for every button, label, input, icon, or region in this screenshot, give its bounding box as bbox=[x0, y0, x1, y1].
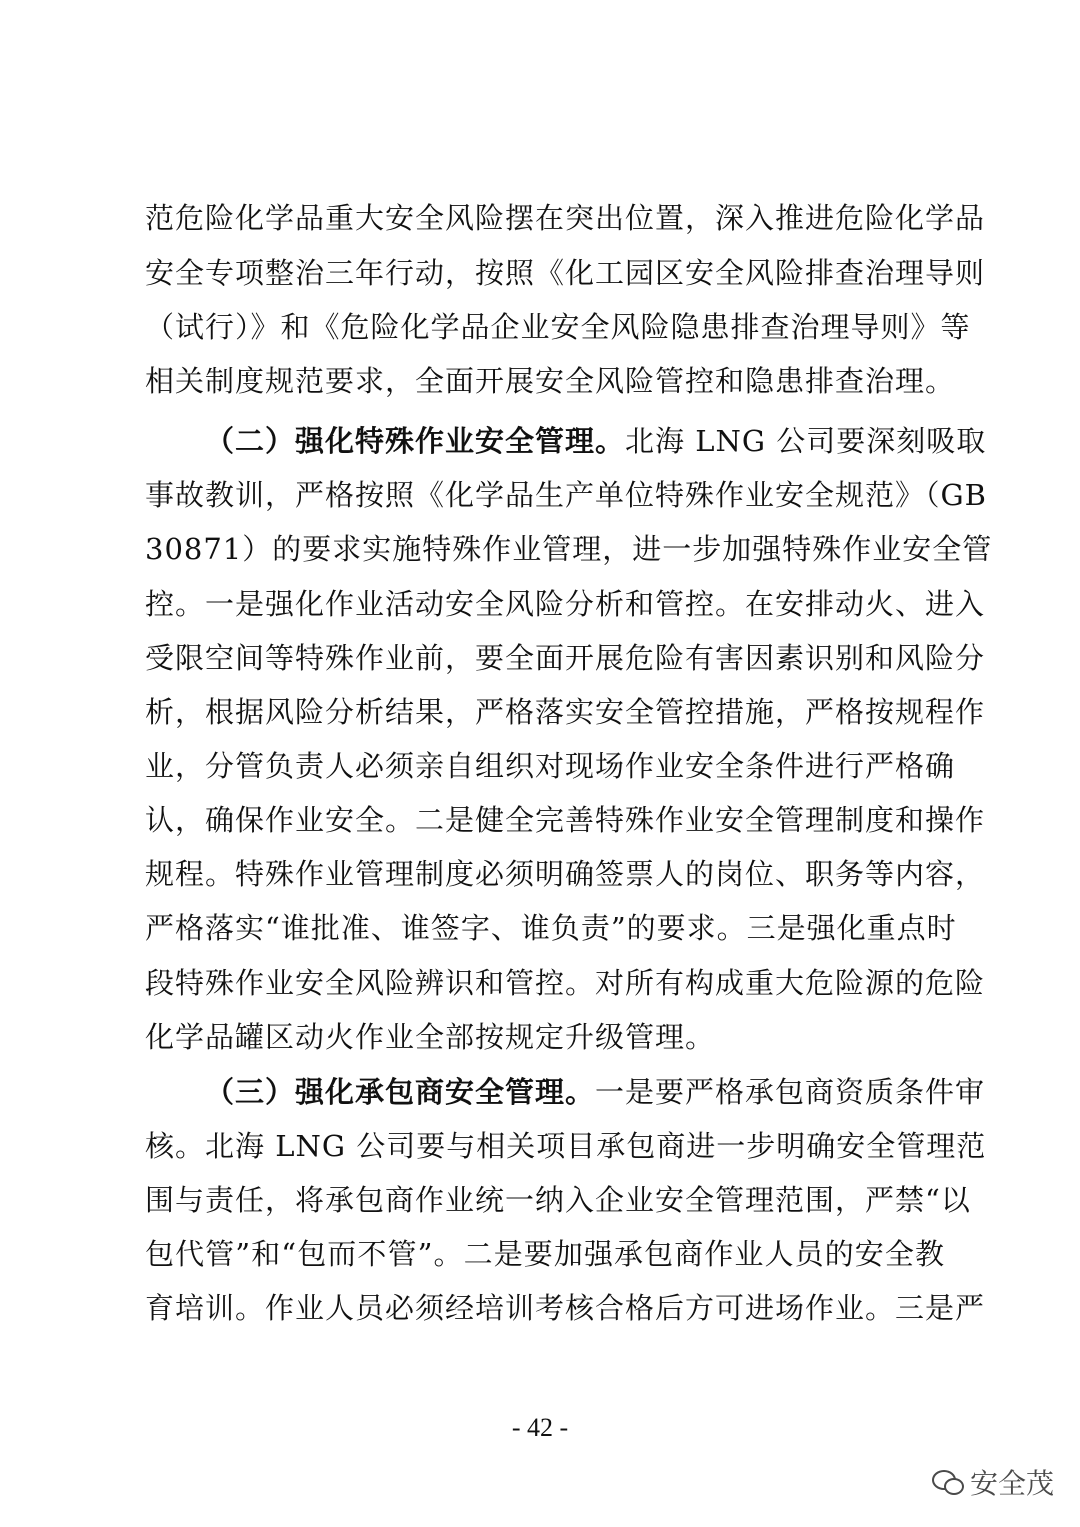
page-number: - 42 - bbox=[511, 1413, 569, 1442]
body-line: 受限空间等特殊作业前，要全面开展危险有害因素识别和风险分 bbox=[145, 641, 986, 675]
body-line: 围与责任，将承包商作业统一纳入企业安全管理范围，严禁“以 bbox=[145, 1183, 971, 1217]
section3-first-line bbox=[205, 1072, 986, 1112]
watermark bbox=[932, 1462, 1054, 1502]
body-line: 段特殊作业安全风险辨识和管控。对所有构成重大危险源的危险 bbox=[145, 966, 986, 1000]
body-line: 业，分管负责人必须亲自组织对现场作业安全条件进行严格确 bbox=[145, 749, 956, 783]
body-line: 相关制度规范要求，全面开展安全风险管控和隐患排查治理。 bbox=[145, 364, 956, 398]
body-line: 化学品罐区动火作业全部按规定升级管理。 bbox=[145, 1020, 716, 1054]
section2-first-line-text: 北海 LNG 公司要深刻吸取 bbox=[625, 424, 987, 458]
section3-first-line-text: 一是要严格承包商资质条件审 bbox=[595, 1075, 986, 1109]
body-line: 范危险化学品重大安全风险摆在突出位置，深入推进危险化学品 bbox=[145, 201, 986, 235]
body-line: 育培训。作业人员必须经培训考核合格后方可进场作业。三是严 bbox=[145, 1291, 986, 1325]
watermark-text: 安全茂 bbox=[970, 1467, 1055, 1500]
body-line: （试行）》和《危险化学品企业安全风险隐患排查治理导则》等 bbox=[145, 310, 971, 344]
wechat-icon bbox=[932, 1468, 964, 1496]
body-line: 核。北海 LNG 公司要与相关项目承包商进一步明确安全管理范 bbox=[145, 1129, 987, 1163]
body-line: 析，根据风险分析结果，严格落实安全管控措施，严格按规程作 bbox=[145, 695, 986, 729]
body-line: 30871）的要求实施特殊作业管理，进一步加强特殊作业安全管 bbox=[145, 532, 993, 566]
body-line: 控。一是强化作业活动安全风险分析和管控。在安排动火、进入 bbox=[145, 587, 986, 621]
body-line: 安全专项整治三年行动，按照《化工园区安全风险排查治理导则 bbox=[145, 256, 986, 290]
body-line: 规程。特殊作业管理制度必须明确签票人的岗位、职务等内容， bbox=[145, 857, 986, 891]
section2-heading: （二）强化特殊作业安全管理。 bbox=[205, 424, 626, 458]
body-line: 包代管”和“包而不管”。二是要加强承包商作业人员的安全教 bbox=[145, 1237, 945, 1271]
section2-first-line bbox=[205, 421, 987, 461]
body-line: 事故教训，严格按照《化学品生产单位特殊作业安全规范》（GB bbox=[145, 478, 987, 512]
section3-heading: （三）强化承包商安全管理。 bbox=[205, 1075, 596, 1109]
body-line: 严格落实“谁批准、谁签字、谁负责”的要求。三是强化重点时 bbox=[145, 911, 957, 945]
body-line: 认，确保作业安全。二是健全完善特殊作业安全管理制度和操作 bbox=[145, 803, 986, 837]
